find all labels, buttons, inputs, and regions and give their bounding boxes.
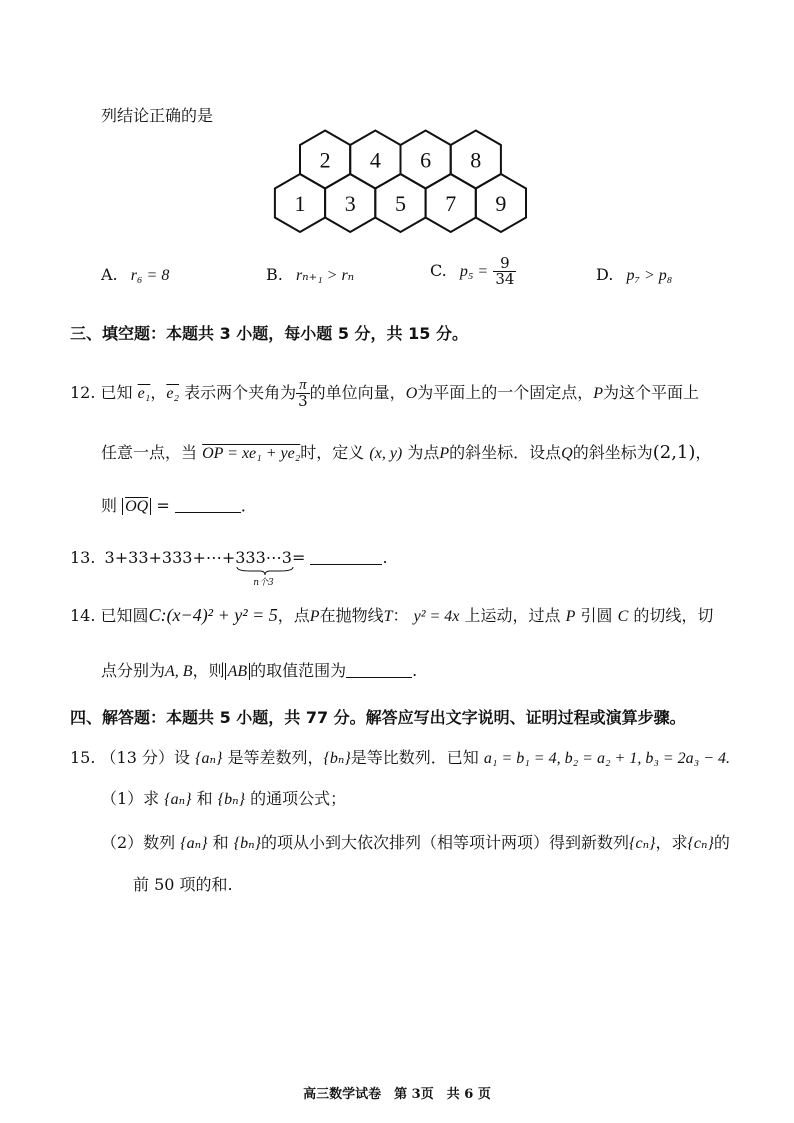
q12-vector-e2: e₂ bbox=[166, 385, 180, 402]
hexagon-label-2: 2 bbox=[319, 147, 331, 173]
q12-frac-num: π bbox=[296, 378, 310, 394]
q12-text: 已知 bbox=[100, 383, 133, 402]
q15-number: 15. bbox=[70, 748, 96, 767]
q12-text: 则 bbox=[101, 496, 118, 515]
q15-conditions: a₁ = b₁ = 4, b₂ = a₂ + 1, b₃ = 2a₃ − 4. bbox=[483, 750, 731, 767]
option-c-lhs: p₅ = bbox=[459, 263, 489, 280]
q14-line-2 bbox=[101, 658, 417, 681]
q13-expression: 3+33+333+⋯+ bbox=[104, 548, 236, 567]
q12-period: ． bbox=[240, 496, 257, 515]
q12-coordinate: (2,1) bbox=[652, 442, 696, 463]
q14-text: 引圆 bbox=[580, 606, 613, 625]
q12-line-2 bbox=[101, 440, 711, 463]
hexagon-label-1: 1 bbox=[294, 191, 306, 216]
q12-text: ， bbox=[150, 383, 167, 402]
option-b-expr: rₙ₊₁ > rₙ bbox=[295, 267, 355, 284]
q14-answer-blank bbox=[346, 677, 412, 678]
q15-part-2 bbox=[101, 830, 730, 853]
q14-abs-ab: AB bbox=[225, 663, 251, 680]
q15-text: ，求 bbox=[655, 833, 688, 852]
hexagon-label-4: 4 bbox=[369, 147, 381, 173]
q13-equals: = bbox=[291, 548, 306, 567]
q12-point-q: Q bbox=[561, 445, 573, 462]
q15-text: 的通项公式； bbox=[250, 789, 347, 808]
q12-abs-oq: $\overline{OQ}$ bbox=[122, 498, 151, 515]
section-4-heading: 四、解答题：本题共 5 小题，共 77 分。解答应写出文字说明、证明过程或演算步骤。 bbox=[70, 708, 686, 727]
q14-number: 14. bbox=[70, 606, 96, 625]
q14-text: 的取值范围为 bbox=[250, 661, 347, 680]
q15-seq-c: {cₙ} bbox=[687, 835, 714, 852]
q13-period: . bbox=[382, 548, 388, 567]
q15-seq-a: {aₙ} bbox=[180, 835, 208, 852]
q12-xy: (x, y) bbox=[369, 445, 403, 462]
q13-last-term-text: 333⋯3 bbox=[235, 548, 292, 567]
q14-text: 点分别为 bbox=[101, 661, 166, 680]
q13-line bbox=[70, 548, 388, 588]
section-3-heading: 三、填空题：本题共 3 小题，每小题 5 分，共 15 分。 bbox=[70, 324, 468, 343]
q15-seq-b: {bₙ} bbox=[233, 835, 262, 852]
option-c-denominator: 34 bbox=[495, 270, 515, 288]
q14-parabola-equation: y² = 4x bbox=[413, 608, 460, 625]
q15-part-2-line-2: 前 50 项的和. bbox=[133, 875, 233, 894]
option-c-numerator: 9 bbox=[493, 256, 516, 272]
hexagon-label-5: 5 bbox=[394, 191, 406, 216]
option-b-label: B. bbox=[266, 265, 283, 284]
q12-text: ， bbox=[695, 443, 712, 462]
q12-text: 的斜坐标．设点 bbox=[449, 443, 562, 462]
option-d-label: D. bbox=[596, 265, 614, 284]
q12-text: 任意一点，当 bbox=[101, 443, 198, 462]
q14-line-1 bbox=[70, 603, 713, 626]
q13-last-term bbox=[235, 548, 292, 588]
option-d-expr: p₇ > p₈ bbox=[626, 267, 673, 284]
q12-point-o: O bbox=[405, 385, 418, 402]
q14-period: . bbox=[412, 661, 418, 680]
q12-text: 为这个平面上 bbox=[603, 383, 700, 402]
q14-circle-c: C bbox=[617, 608, 629, 625]
q12-text: 为点 bbox=[407, 443, 440, 462]
option-a-label: A. bbox=[101, 265, 118, 284]
q12-line-3 bbox=[101, 493, 257, 516]
q15-text: 和 bbox=[212, 833, 229, 852]
q15-part-1 bbox=[101, 786, 346, 809]
q12-text: 的单位向量， bbox=[309, 383, 406, 402]
q15-line-1 bbox=[70, 745, 730, 768]
q15-text: 是等比数列．已知 bbox=[350, 748, 479, 767]
q14-text: 上运动，过点 bbox=[464, 606, 561, 625]
q14-text: 在抛物线 bbox=[319, 606, 384, 625]
q12-text: 为平面上的一个固定点， bbox=[417, 383, 594, 402]
q12-answer-blank bbox=[175, 512, 241, 513]
q14-text: 已知圆 bbox=[100, 606, 149, 625]
q15-text: 的 bbox=[713, 833, 730, 852]
page-footer: 高三数学试卷 第 3页 共 6 页 bbox=[303, 1087, 491, 1102]
q13-answer-blank bbox=[310, 564, 382, 565]
q15-seq-a: {aₙ} bbox=[195, 750, 223, 767]
option-c-fraction bbox=[493, 256, 516, 287]
q14-parabola-t: T bbox=[383, 608, 393, 625]
q15-text: 是等差数列， bbox=[227, 748, 324, 767]
q15-text: （1）求 bbox=[101, 789, 160, 808]
q14-text: 的切线，切 bbox=[633, 606, 714, 625]
q12-angle-fraction bbox=[296, 378, 310, 409]
q15-text: （2）数列 bbox=[101, 833, 176, 852]
q15-text: 和 bbox=[196, 789, 213, 808]
q12-equals: = bbox=[156, 496, 170, 515]
q12-point-p: P bbox=[439, 445, 450, 462]
q14-text: ，点 bbox=[277, 606, 310, 625]
option-b bbox=[266, 265, 354, 285]
hexagon-label-6: 6 bbox=[420, 147, 432, 173]
q12-text: 的斜坐标为 bbox=[572, 443, 653, 462]
option-a-expr: r₆ = 8 bbox=[130, 267, 170, 284]
intro-line: 列结论正确的是 bbox=[101, 106, 214, 125]
q12-vector-equation: OP = xe₁ + ye₂ bbox=[202, 445, 301, 462]
q15-seq-b: {bₙ} bbox=[217, 791, 246, 808]
q15-seq-b: {bₙ} bbox=[323, 750, 351, 767]
q15-text: 的项从小到大依次排列（相等项计两项）得到新数列 bbox=[261, 833, 630, 852]
q12-point-p: P bbox=[593, 385, 604, 402]
hexagon-label-9: 9 bbox=[495, 191, 507, 216]
option-a bbox=[101, 265, 169, 285]
hexagon-diagram bbox=[270, 125, 530, 235]
q14-text: ： bbox=[392, 606, 409, 625]
hexagon-label-8: 8 bbox=[470, 147, 482, 173]
q15-text: （13 分）设 bbox=[100, 748, 190, 767]
q13-brace-label: n个3 bbox=[253, 578, 274, 588]
option-d bbox=[596, 265, 672, 285]
q12-text: 表示两个夹角为 bbox=[184, 383, 297, 402]
q14-text: ，则 bbox=[192, 661, 225, 680]
hexagon-label-3: 3 bbox=[344, 191, 356, 216]
q13-number: 13. bbox=[70, 548, 96, 567]
q14-point-p: P bbox=[309, 608, 320, 625]
q14-point-p: P bbox=[565, 608, 576, 625]
q12-number: 12. bbox=[70, 383, 96, 402]
q15-seq-a: {aₙ} bbox=[164, 791, 192, 808]
q12-line-1 bbox=[70, 378, 699, 409]
q15-seq-c: {cₙ} bbox=[629, 835, 656, 852]
q14-circle-equation: C:(x−4)² + y² = 5 bbox=[148, 605, 278, 625]
q12-vector-e1: e₁ bbox=[137, 385, 151, 402]
option-c-label: C. bbox=[430, 261, 447, 280]
q12-text: 时，定义 bbox=[300, 443, 365, 462]
q12-frac-den: 3 bbox=[298, 392, 308, 410]
hexagon-label-7: 7 bbox=[445, 191, 457, 216]
option-c bbox=[430, 256, 516, 287]
q14-points-ab: A, B bbox=[165, 663, 193, 680]
